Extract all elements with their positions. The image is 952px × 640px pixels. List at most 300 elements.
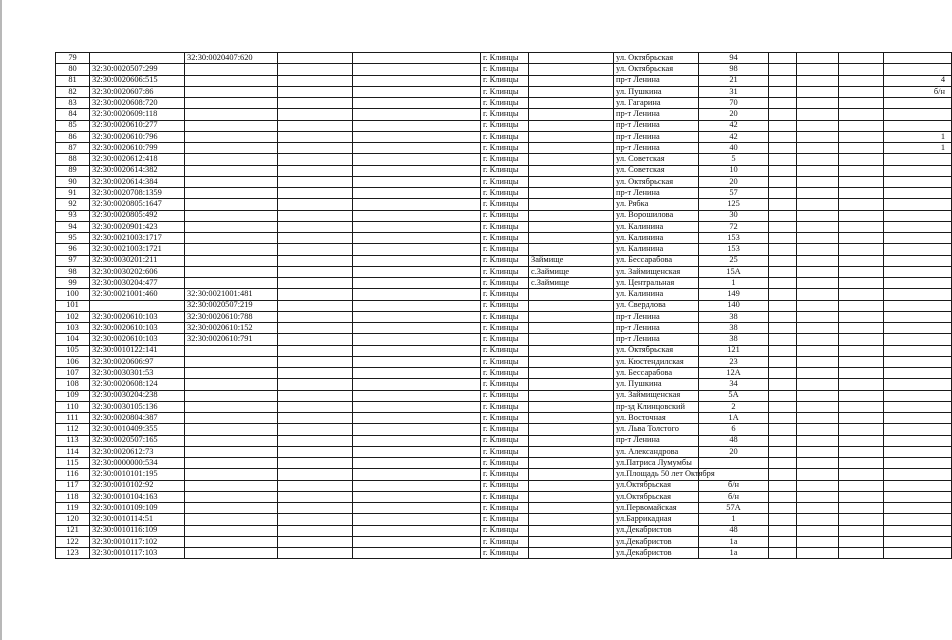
- cell-col-5: [353, 278, 481, 289]
- cell-col-11: [797, 176, 839, 187]
- cell-street: ул. Октябрьская: [614, 64, 699, 75]
- cell-flat-number: [884, 300, 952, 311]
- cell-col-5: [353, 446, 481, 457]
- table-row: [56, 131, 952, 142]
- table-row: [56, 109, 952, 120]
- cell-street: ул.Декабристов: [614, 536, 699, 547]
- cell-cadastral-number-2: [185, 480, 278, 491]
- cell-col-12: [839, 98, 884, 109]
- table-row: [56, 401, 952, 412]
- cell-street: пр-т Ленина: [614, 334, 699, 345]
- table-row: [56, 334, 952, 345]
- cell-col-11: [797, 188, 839, 199]
- table-row: [56, 525, 952, 536]
- cell-flat-number: [884, 188, 952, 199]
- cell-locality: [529, 491, 614, 502]
- cell-house-number: 10: [699, 165, 769, 176]
- cell-col-5: [353, 131, 481, 142]
- cell-row-number: 120: [56, 514, 90, 525]
- cell-street: ул. Рябка: [614, 199, 699, 210]
- cell-city: г. Клинцы: [481, 53, 529, 64]
- cell-cadastral-number: 32:30:0030301:53: [90, 368, 185, 379]
- table-row: [56, 221, 952, 232]
- cell-street: ул. Советская: [614, 165, 699, 176]
- cell-row-number: 82: [56, 86, 90, 97]
- cell-flat-number: [884, 64, 952, 75]
- table-row: [56, 98, 952, 109]
- cell-street: ул. Пушкина: [614, 379, 699, 390]
- cell-col-12: [839, 356, 884, 367]
- cell-flat-number: [884, 514, 952, 525]
- cell-street: пр-т Ленина: [614, 120, 699, 131]
- cell-col-11: [797, 278, 839, 289]
- cell-col-12: [839, 199, 884, 210]
- cell-locality: [529, 435, 614, 446]
- cell-city: г. Клинцы: [481, 98, 529, 109]
- cell-locality: [529, 131, 614, 142]
- table-row: [56, 154, 952, 165]
- table-row: [56, 514, 952, 525]
- cell-col-12: [839, 255, 884, 266]
- cell-col-10: [769, 266, 797, 277]
- cell-row-number: 79: [56, 53, 90, 64]
- cell-col-5: [353, 401, 481, 412]
- cell-col-4: [278, 143, 353, 154]
- cell-locality: [529, 210, 614, 221]
- cell-row-number: 102: [56, 311, 90, 322]
- cell-cadastral-number: 32:30:0020607:86: [90, 86, 185, 97]
- cell-row-number: 80: [56, 64, 90, 75]
- cell-house-number: 34: [699, 379, 769, 390]
- cell-col-12: [839, 525, 884, 536]
- cell-col-4: [278, 514, 353, 525]
- cell-street: ул. Бессарабова: [614, 368, 699, 379]
- cell-row-number: 110: [56, 401, 90, 412]
- cell-col-10: [769, 491, 797, 502]
- cell-cadastral-number-2: [185, 413, 278, 424]
- cell-locality: [529, 300, 614, 311]
- cell-cadastral-number: 32:30:0010104:163: [90, 491, 185, 502]
- cell-city: г. Клинцы: [481, 143, 529, 154]
- cell-cadastral-number: 32:30:0010101:195: [90, 469, 185, 480]
- cell-locality: [529, 413, 614, 424]
- cell-row-number: 101: [56, 300, 90, 311]
- cell-locality: [529, 64, 614, 75]
- cell-cadastral-number-2: 32:30:0021001:481: [185, 289, 278, 300]
- table-row: [56, 143, 952, 154]
- cell-locality: [529, 244, 614, 255]
- cell-city: г. Клинцы: [481, 435, 529, 446]
- cell-city: г. Клинцы: [481, 244, 529, 255]
- cell-locality: [529, 86, 614, 97]
- cell-cadastral-number-2: [185, 131, 278, 142]
- table-row: [56, 413, 952, 424]
- cell-city: г. Клинцы: [481, 323, 529, 334]
- cell-flat-number: [884, 120, 952, 131]
- cell-cadastral-number-2: [185, 64, 278, 75]
- cell-col-10: [769, 244, 797, 255]
- cell-flat-number: [884, 165, 952, 176]
- cell-house-number: 30: [699, 210, 769, 221]
- cell-col-4: [278, 154, 353, 165]
- cell-street: ул.Первомайская: [614, 503, 699, 514]
- cell-cadastral-number-2: [185, 525, 278, 536]
- table-row: [56, 345, 952, 356]
- cell-house-number: 38: [699, 323, 769, 334]
- cell-cadastral-number: 32:30:0020610:103: [90, 323, 185, 334]
- cell-col-4: [278, 300, 353, 311]
- cell-col-11: [797, 435, 839, 446]
- cell-city: г. Клинцы: [481, 165, 529, 176]
- cell-col-4: [278, 289, 353, 300]
- cell-col-5: [353, 514, 481, 525]
- cell-street: ул. Центральная: [614, 278, 699, 289]
- cell-col-4: [278, 278, 353, 289]
- cell-street: ул. Займищенская: [614, 266, 699, 277]
- table-row: [56, 64, 952, 75]
- cell-flat-number: [884, 210, 952, 221]
- cell-col-10: [769, 356, 797, 367]
- cell-city: г. Клинцы: [481, 368, 529, 379]
- cell-house-number: 70: [699, 98, 769, 109]
- table-row: [56, 446, 952, 457]
- cell-col-5: [353, 525, 481, 536]
- cell-cadastral-number: 32:30:0020608:124: [90, 379, 185, 390]
- cell-col-11: [797, 244, 839, 255]
- cell-city: г. Клинцы: [481, 289, 529, 300]
- cell-cadastral-number: 32:30:0020608:720: [90, 98, 185, 109]
- cell-col-10: [769, 424, 797, 435]
- cell-cadastral-number-2: [185, 120, 278, 131]
- cell-city: г. Клинцы: [481, 469, 529, 480]
- cell-col-11: [797, 86, 839, 97]
- cell-cadastral-number: 32:30:0020901:423: [90, 221, 185, 232]
- cell-street: пр-т Ленина: [614, 131, 699, 142]
- table-row: [56, 120, 952, 131]
- cell-city: г. Клинцы: [481, 86, 529, 97]
- cell-flat-number: [884, 199, 952, 210]
- cell-house-number: 25: [699, 255, 769, 266]
- cell-flat-number: [884, 334, 952, 345]
- cell-cadastral-number: 32:30:0010122:141: [90, 345, 185, 356]
- cell-street: ул. Октябрьская: [614, 176, 699, 187]
- cell-cadastral-number-2: [185, 424, 278, 435]
- cell-col-11: [797, 345, 839, 356]
- cell-col-12: [839, 458, 884, 469]
- cell-house-number: 149: [699, 289, 769, 300]
- cell-row-number: 95: [56, 233, 90, 244]
- cell-col-4: [278, 165, 353, 176]
- cell-cadastral-number-2: [185, 255, 278, 266]
- cell-flat-number: [884, 109, 952, 120]
- cell-col-11: [797, 368, 839, 379]
- cell-col-10: [769, 98, 797, 109]
- cell-col-4: [278, 75, 353, 86]
- cell-col-4: [278, 311, 353, 322]
- cell-cadastral-number: [90, 300, 185, 311]
- cell-col-4: [278, 435, 353, 446]
- cell-col-10: [769, 109, 797, 120]
- cell-street: пр-т Ленина: [614, 188, 699, 199]
- table-row: [56, 536, 952, 547]
- cell-col-12: [839, 390, 884, 401]
- cell-col-12: [839, 379, 884, 390]
- cell-col-5: [353, 469, 481, 480]
- cell-flat-number: [884, 176, 952, 187]
- cell-flat-number: [884, 244, 952, 255]
- table-row: [56, 289, 952, 300]
- cell-col-11: [797, 491, 839, 502]
- cell-col-5: [353, 199, 481, 210]
- cell-row-number: 85: [56, 120, 90, 131]
- cell-row-number: 108: [56, 379, 90, 390]
- table-row: [56, 210, 952, 221]
- cell-col-11: [797, 210, 839, 221]
- cell-col-12: [839, 53, 884, 64]
- cell-house-number: 21: [699, 75, 769, 86]
- cell-street: ул.Баррикадная: [614, 514, 699, 525]
- cell-col-10: [769, 390, 797, 401]
- cell-cadastral-number: 32:30:0020612:73: [90, 446, 185, 457]
- cell-flat-number: [884, 154, 952, 165]
- cell-locality: [529, 503, 614, 514]
- cell-locality: [529, 233, 614, 244]
- cell-col-10: [769, 413, 797, 424]
- cell-col-10: [769, 143, 797, 154]
- cell-col-4: [278, 86, 353, 97]
- cell-house-number: 20: [699, 109, 769, 120]
- cell-col-12: [839, 446, 884, 457]
- cell-cadastral-number: 32:30:0020805:1647: [90, 199, 185, 210]
- cell-col-10: [769, 64, 797, 75]
- cell-col-11: [797, 503, 839, 514]
- cell-street: пр-зд Клинцовский: [614, 401, 699, 412]
- cell-col-11: [797, 300, 839, 311]
- cell-cadastral-number: 32:30:0021003:1717: [90, 233, 185, 244]
- cell-city: г. Клинцы: [481, 210, 529, 221]
- cell-col-12: [839, 266, 884, 277]
- cell-street: ул.Площадь 50 лет Октября: [614, 469, 699, 480]
- cell-col-10: [769, 154, 797, 165]
- cell-col-5: [353, 424, 481, 435]
- cell-locality: [529, 514, 614, 525]
- table-row: [56, 548, 952, 559]
- cell-locality: [529, 356, 614, 367]
- cell-col-4: [278, 469, 353, 480]
- cell-cadastral-number-2: 32:30:0020610:788: [185, 311, 278, 322]
- table-row: [56, 379, 952, 390]
- cell-col-4: [278, 199, 353, 210]
- cell-locality: [529, 109, 614, 120]
- cell-city: г. Клинцы: [481, 233, 529, 244]
- cell-city: г. Клинцы: [481, 300, 529, 311]
- cell-flat-number: [884, 446, 952, 457]
- cell-locality: [529, 390, 614, 401]
- cell-city: г. Клинцы: [481, 199, 529, 210]
- cell-col-4: [278, 413, 353, 424]
- cell-row-number: 98: [56, 266, 90, 277]
- cell-col-12: [839, 480, 884, 491]
- cell-row-number: 104: [56, 334, 90, 345]
- cell-city: г. Клинцы: [481, 536, 529, 547]
- cell-col-5: [353, 255, 481, 266]
- cell-cadastral-number: 32:30:0020612:418: [90, 154, 185, 165]
- cell-col-4: [278, 266, 353, 277]
- cell-col-11: [797, 548, 839, 559]
- cell-col-11: [797, 323, 839, 334]
- cell-col-10: [769, 221, 797, 232]
- table-row: [56, 86, 952, 97]
- cell-cadastral-number: 32:30:0020610:103: [90, 334, 185, 345]
- cell-cadastral-number-2: [185, 75, 278, 86]
- cell-col-5: [353, 536, 481, 547]
- cell-city: г. Клинцы: [481, 188, 529, 199]
- cell-house-number: 72: [699, 221, 769, 232]
- cell-locality: [529, 188, 614, 199]
- cell-row-number: 123: [56, 548, 90, 559]
- cell-city: г. Клинцы: [481, 334, 529, 345]
- cell-col-5: [353, 548, 481, 559]
- cell-col-4: [278, 255, 353, 266]
- cell-col-10: [769, 278, 797, 289]
- cell-row-number: 87: [56, 143, 90, 154]
- table-row: [56, 469, 952, 480]
- cell-col-11: [797, 165, 839, 176]
- cell-locality: [529, 424, 614, 435]
- cell-locality: [529, 75, 614, 86]
- cell-city: г. Клинцы: [481, 221, 529, 232]
- cell-city: г. Клинцы: [481, 480, 529, 491]
- cell-cadastral-number-2: [185, 154, 278, 165]
- cell-col-4: [278, 210, 353, 221]
- cell-col-5: [353, 413, 481, 424]
- cell-locality: [529, 120, 614, 131]
- cell-cadastral-number: 32:30:0020507:165: [90, 435, 185, 446]
- cell-col-11: [797, 525, 839, 536]
- cell-col-5: [353, 188, 481, 199]
- cell-city: г. Клинцы: [481, 75, 529, 86]
- cell-row-number: 119: [56, 503, 90, 514]
- cell-flat-number: [884, 480, 952, 491]
- cell-row-number: 111: [56, 413, 90, 424]
- cell-flat-number: [884, 548, 952, 559]
- cell-house-number: 94: [699, 53, 769, 64]
- cell-cadastral-number-2: [185, 86, 278, 97]
- cell-city: г. Клинцы: [481, 120, 529, 131]
- cell-cadastral-number: 32:30:0030202:606: [90, 266, 185, 277]
- cell-col-5: [353, 503, 481, 514]
- cell-col-4: [278, 120, 353, 131]
- cell-col-12: [839, 244, 884, 255]
- cell-locality: [529, 165, 614, 176]
- cell-locality: [529, 548, 614, 559]
- cell-col-5: [353, 143, 481, 154]
- cell-col-11: [797, 109, 839, 120]
- cell-col-10: [769, 480, 797, 491]
- cell-col-11: [797, 233, 839, 244]
- cell-cadastral-number-2: 32:30:0020610:152: [185, 323, 278, 334]
- cell-col-11: [797, 255, 839, 266]
- cell-col-5: [353, 491, 481, 502]
- cell-col-12: [839, 503, 884, 514]
- cell-col-11: [797, 120, 839, 131]
- cell-col-4: [278, 368, 353, 379]
- cell-col-5: [353, 311, 481, 322]
- cell-cadastral-number-2: [185, 356, 278, 367]
- cell-cadastral-number: 32:30:0021001:460: [90, 289, 185, 300]
- cell-cadastral-number: 32:30:0010102:92: [90, 480, 185, 491]
- cell-city: г. Клинцы: [481, 278, 529, 289]
- cell-house-number: 15А: [699, 266, 769, 277]
- cell-city: г. Клинцы: [481, 424, 529, 435]
- cell-street: пр-т Ленина: [614, 143, 699, 154]
- cell-house-number: 140: [699, 300, 769, 311]
- table-row: [56, 75, 952, 86]
- cell-locality: [529, 154, 614, 165]
- cell-col-5: [353, 86, 481, 97]
- cell-col-11: [797, 469, 839, 480]
- cell-street: ул.Декабристов: [614, 548, 699, 559]
- cell-city: г. Клинцы: [481, 514, 529, 525]
- cell-col-10: [769, 514, 797, 525]
- cell-col-10: [769, 525, 797, 536]
- cell-col-12: [839, 548, 884, 559]
- cell-row-number: 100: [56, 289, 90, 300]
- cell-col-12: [839, 345, 884, 356]
- cell-house-number: 20: [699, 176, 769, 187]
- page-edge: [0, 0, 2, 640]
- cell-flat-number: [884, 289, 952, 300]
- cell-flat-number: [884, 536, 952, 547]
- table-row: [56, 390, 952, 401]
- cell-house-number: 2: [699, 401, 769, 412]
- cell-house-number: 38: [699, 311, 769, 322]
- cell-col-12: [839, 176, 884, 187]
- cell-row-number: 105: [56, 345, 90, 356]
- cell-col-10: [769, 300, 797, 311]
- cell-city: г. Клинцы: [481, 154, 529, 165]
- cell-row-number: 88: [56, 154, 90, 165]
- cell-flat-number: [884, 368, 952, 379]
- table-row: [56, 278, 952, 289]
- cell-house-number: 38: [699, 334, 769, 345]
- cell-col-4: [278, 525, 353, 536]
- cell-col-10: [769, 210, 797, 221]
- cell-col-5: [353, 289, 481, 300]
- cell-row-number: 118: [56, 491, 90, 502]
- cell-col-5: [353, 368, 481, 379]
- cell-row-number: 84: [56, 109, 90, 120]
- cell-col-5: [353, 98, 481, 109]
- cell-cadastral-number: 32:30:0020610:799: [90, 143, 185, 154]
- cell-cadastral-number: 32:30:0021003:1721: [90, 244, 185, 255]
- cell-col-4: [278, 480, 353, 491]
- cell-cadastral-number-2: 32:30:0020610:791: [185, 334, 278, 345]
- cell-locality: [529, 480, 614, 491]
- cell-col-5: [353, 334, 481, 345]
- cell-row-number: 83: [56, 98, 90, 109]
- cell-street: ул. Александрова: [614, 446, 699, 457]
- table-row: [56, 323, 952, 334]
- cell-col-5: [353, 120, 481, 131]
- cell-col-5: [353, 165, 481, 176]
- cell-locality: [529, 323, 614, 334]
- cell-row-number: 91: [56, 188, 90, 199]
- cell-flat-number: [884, 379, 952, 390]
- cell-col-4: [278, 53, 353, 64]
- cell-col-11: [797, 413, 839, 424]
- cell-house-number: 12А: [699, 368, 769, 379]
